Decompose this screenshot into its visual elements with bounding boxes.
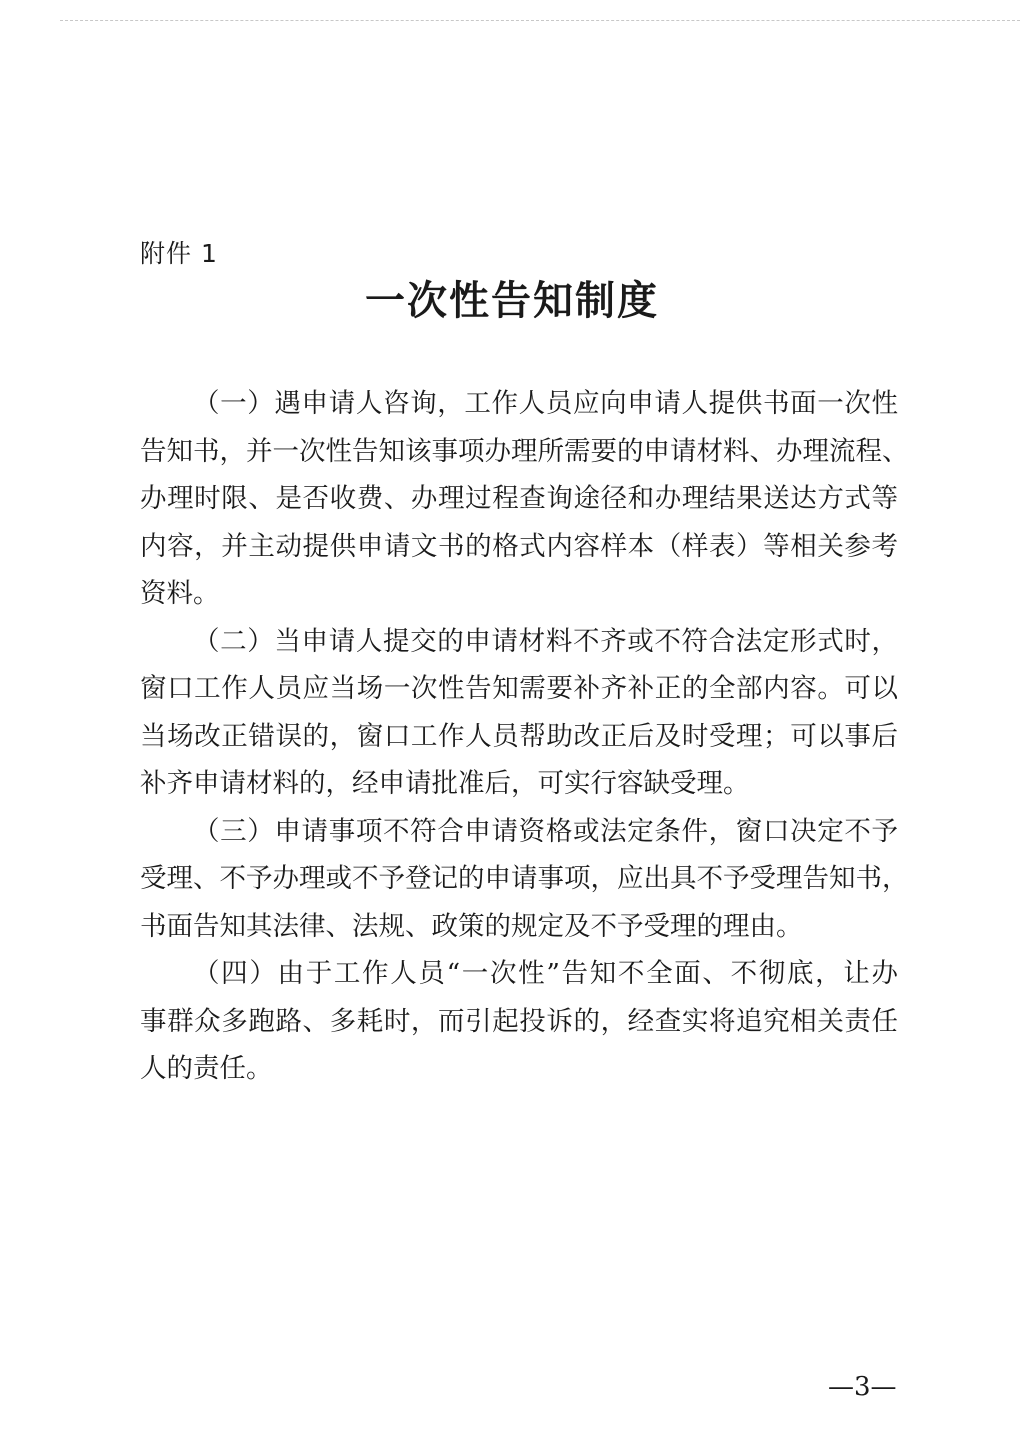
paragraph-line: （三）申请事项不符合申请资格或法定条件，窗口决定不予 bbox=[193, 815, 898, 847]
paragraph-line: 事群众多跑路、多耗时，而引起投诉的，经查实将追究相关责任 bbox=[140, 1005, 898, 1037]
paragraph-line: 办理时限、是否收费、办理过程查询途径和办理结果送达方式等 bbox=[140, 483, 898, 514]
paragraph-line: 人的责任。 bbox=[140, 1053, 273, 1084]
paragraph-1 bbox=[140, 380, 909, 618]
document-body bbox=[140, 380, 909, 1093]
paragraph-line: 当场改正错误的，窗口工作人员帮助改正后及时受理；可以事后 bbox=[140, 720, 898, 752]
paragraph-2 bbox=[140, 618, 898, 808]
paragraph-line: 内容，并主动提供申请文书的格式内容样本（样表）等相关参考 bbox=[140, 530, 898, 562]
page-number: —3— bbox=[828, 1372, 897, 1402]
paragraph-line: 资料。 bbox=[140, 578, 220, 609]
paragraph-4 bbox=[140, 950, 898, 1093]
paragraph-3 bbox=[140, 808, 909, 951]
paragraph-line: 告知书，并一次性告知该事项办理所需要的申请材料、办理流程、 bbox=[140, 435, 909, 467]
paragraph-line: （四）由于工作人员“一次性”告知不全面、不彻底，让办 bbox=[193, 958, 898, 989]
scan-top-edge bbox=[60, 20, 1020, 21]
paragraph-line: 补齐申请材料的，经申请批准后，可实行容缺受理。 bbox=[140, 768, 750, 799]
paragraph-line: （一）遇申请人咨询，工作人员应向申请人提供书面一次性 bbox=[193, 388, 898, 419]
paragraph-line: 窗口工作人员应当场一次性告知需要补齐补正的全部内容。可以 bbox=[140, 673, 898, 704]
paragraph-line: 受理、不予办理或不予登记的申请事项，应出具不予受理告知书， bbox=[140, 863, 909, 894]
paragraph-line: 书面告知其法律、法规、政策的规定及不予受理的理由。 bbox=[140, 910, 803, 942]
paragraph-line: （二）当申请人提交的申请材料不齐或不符合法定形式时， bbox=[193, 625, 898, 657]
attachment-label: 附件 1 bbox=[140, 239, 218, 268]
document-title: 一次性告知制度 bbox=[365, 277, 659, 324]
